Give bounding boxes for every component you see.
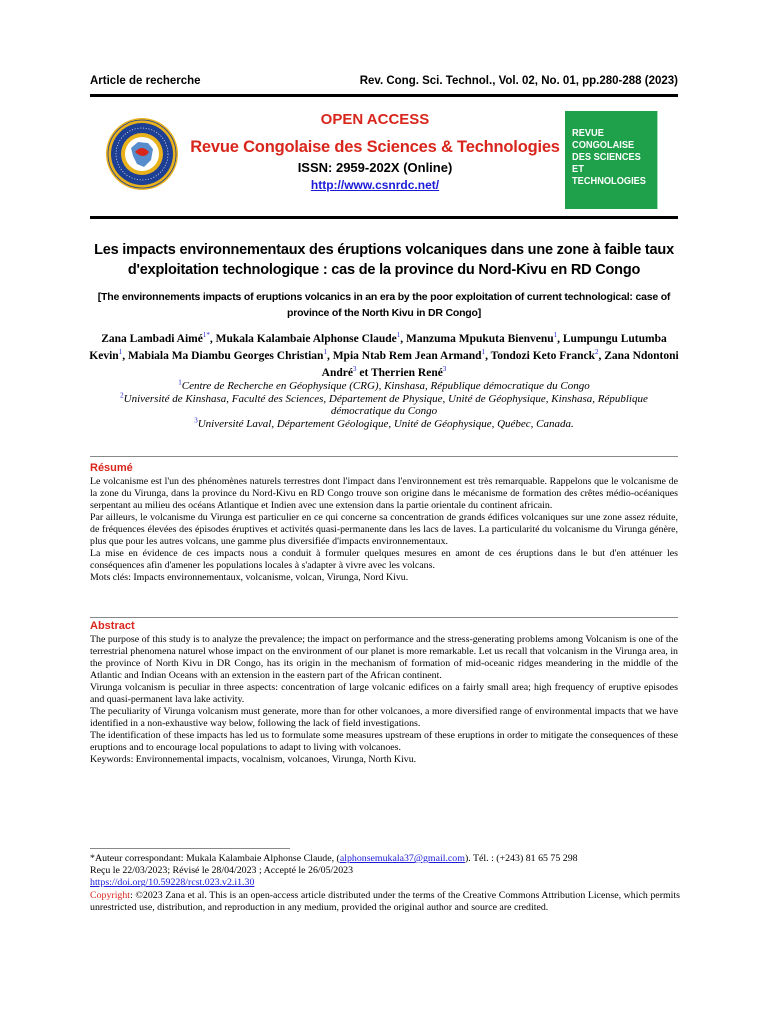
author-affiliation-marker: 3 [352,365,357,374]
corresponding-author [90,853,680,865]
author-separator: , [598,350,605,362]
author-separator: , [122,350,128,362]
badge-line: ET TECHNOLOGIES [572,163,646,187]
author-list [88,331,680,382]
footnote [90,853,680,914]
copyright-label: Copyright [90,889,131,901]
resume-rule [90,456,678,457]
author-affiliation-marker: 1 [481,348,486,357]
author-phone: ). Tél. : (+243) 81 65 75 298 [464,853,578,864]
resume-heading: Résumé [90,462,133,474]
article-subtitle: [The environnements impacts of eruptions volcanics in an era by the poor exploitation of current technological: case of province of the North Kivu in DR Congo] [97,291,671,319]
author-affiliation-marker: 1 [118,348,123,357]
affiliation [90,390,678,418]
resume-keywords: Mots clés: Impacts environnementaux, volcanisme, volcan, Virunga, Nord Kivu. [90,572,409,583]
author-separator: et [356,367,371,379]
author-affiliation-marker: 1 [553,331,558,340]
affiliation [90,380,678,393]
corresponding-author-text: *Auteur correspondant: Mukala Kalambaie Alphonse Claude, ( [90,853,340,864]
author-name: Mabiala Ma Diambu Georges Christian [127,350,324,362]
header-rule-bottom [90,216,678,219]
resume-paragraph: Le volcanisme est l'un des phénomènes naturels terrestres dont l'impact dans l'environnement est très remarquable. Rappelons que le volcanisme de la zone du Virunga, dans la province du Nord-Kivu en RD Congo trouve son origine dans le mécanisme de formation des crêtes médio-océaniques serpentant au milieu des océans Atlantique et Indien avec une extension dans la partie orientale du continent africain. [90,476,678,511]
author-affiliation-marker: 2 [594,348,599,357]
badge-line: CONGOLAISE [572,139,635,151]
citation-info: Rev. Cong. Sci. Technol., Vol. 02, No. 01, pp.280-288 (2023) [359,75,678,87]
journal-badge [565,111,657,209]
journal-seal-logo [104,116,180,192]
author-separator: , [557,333,563,345]
author-name: Mukala Kalambaie Alphonse Claude [215,333,397,345]
affiliation-marker: 1 [178,378,182,387]
footnote-rule [90,848,290,849]
author-name: Zana Ndontoni André [321,350,679,379]
author-name: Lumpungu Lutumba Kevin [89,333,667,362]
resume-body [90,476,678,584]
abstract-paragraph: The purpose of this study is to analyze the prevalence; the impact on performance and the stress-generating problems among Volcanism is one of the terrestrial phenomena naturel whose impact on the environment of our planet is more remarkable. Let us recall that volcanism in the Virunga area, in the province of North Kivu in DR Congo, has its origin in the mechanism of formation of mid-oceanic ridges meandering in the middle of the Atlantic and Indian Oceans with an extension in the eastern part of the African continent. [90,634,678,681]
affiliation-marker: 3 [194,415,198,424]
abstract-paragraph: The peculiarity of Virunga volcanism must generate, more than for other volcanoes, a more diversified range of environmental impacts that we have identified in a non-exhaustive way below, following the lack of field investigations. [90,706,678,729]
author-affiliation-marker: 3 [442,365,447,374]
author-affiliation-marker: 1* [202,331,210,340]
affiliation-marker: 2 [120,390,124,399]
badge-line: REVUE [572,127,604,139]
abstract-paragraph: Virunga volcanism is peculiar in three aspects: concentration of large volcanic edifices on a fairly small area; high frequency of eruptive episodes and quasi-permanent lava lake activity. [90,682,678,705]
doi-link[interactable]: https://doi.org/10.59228/rcst.023.v2.i1.30 [90,877,255,889]
abstract-keywords: Keywords: Environnemental impacts, vocalnism, volcanoes, Virunga, North Kivu. [90,754,417,765]
copyright-text: : ©2023 Zana et al. This is an open-access article distributed under the terms of the Creative Commons Attribution License, which permits unrestricted use, distribution, and reproduction in any medium, provided the original author and source are credited. [90,889,680,913]
badge-line: DES SCIENCES [572,151,641,163]
author-affiliation-marker: 1 [396,331,401,340]
author-name: Zana Lambadi Aimé [101,333,203,345]
author-name: Tondozi Keto Franck [490,350,595,362]
resume-paragraph: La mise en évidence de ces impacts nous a conduit à formuler quelques mesures en amont de ces éruptions dans le but d'en atténuer les conséquences afin d'amener les populations locales à s'adapter à vivre avec les volcans. [90,548,678,571]
affiliation-text: Centre de Recherche en Géophysique (CRG), Kinshasa, République démocratique du Congo [181,380,590,392]
article-title: Les impacts environnementaux des éruptions volcaniques dans une zone à faible taux d'exploitation technologique : cas de la province du Nord-Kivu en RD Congo [94,242,674,278]
open-access-label: OPEN ACCESS [320,111,430,128]
affiliation-text: Université de Kinshasa, Faculté des Sciences, Département de Physique, Unité de Géophysique, Kinshasa, République démocratique du Congo [123,392,648,417]
journal-name: Revue Congolaise des Sciences & Technologies [190,138,560,156]
author-name: Mpia Ntab Rem Jean Armand [332,350,482,362]
abstract-body [90,634,678,766]
copyright-notice [90,890,680,914]
author-separator: , [485,350,491,362]
abstract-rule [90,617,678,618]
author-name: Therrien René [370,367,443,379]
author-separator: , [209,333,216,345]
author-name: Manzuma Mpukuta Bienvenu [406,333,554,345]
abstract-paragraph: The identification of these impacts has led us to formulate some measures upstream of these eruptions in order to mitigate the consequences of these eruptions and to encourage local populations to adapt to living with volcanoes. [90,730,678,753]
author-separator: , [326,350,333,362]
journal-issn: ISSN: 2959-202X (Online) [297,160,453,175]
resume-paragraph: Par ailleurs, le volcanisme du Virunga est particulier en ce qui concerne sa concentration de grands édifices volcaniques sur une zone assez réduite, de fréquences élevées des épisodes éruptives et activités quasi-permanente dans les lacs de laves. La particularité du volcanisme du Virunga génère, plus que pour les autres volcans, une gamme plus diversifiée d'impacts environnementaux. [90,512,678,547]
affiliation-text: Université Laval, Département Géologique, Unité de Géophysique, Québec, Canada. [197,417,574,430]
author-affiliation-marker: 1 [323,348,327,357]
journal-url-link[interactable]: http://www.csnrdc.net/ [310,178,440,192]
affiliation [90,415,678,431]
author-email-link[interactable]: alphonsemukala37@gmail.com [339,853,465,864]
author-separator: , [400,333,407,345]
article-type: Article de recherche [90,75,201,87]
abstract-heading: Abstract [90,620,135,632]
submission-dates: Reçu le 22/03/2023; Révisé le 28/04/2023 ; Accepté le 26/05/2023 [90,865,354,877]
affiliation-list [90,380,678,430]
header-rule-top [90,94,678,97]
